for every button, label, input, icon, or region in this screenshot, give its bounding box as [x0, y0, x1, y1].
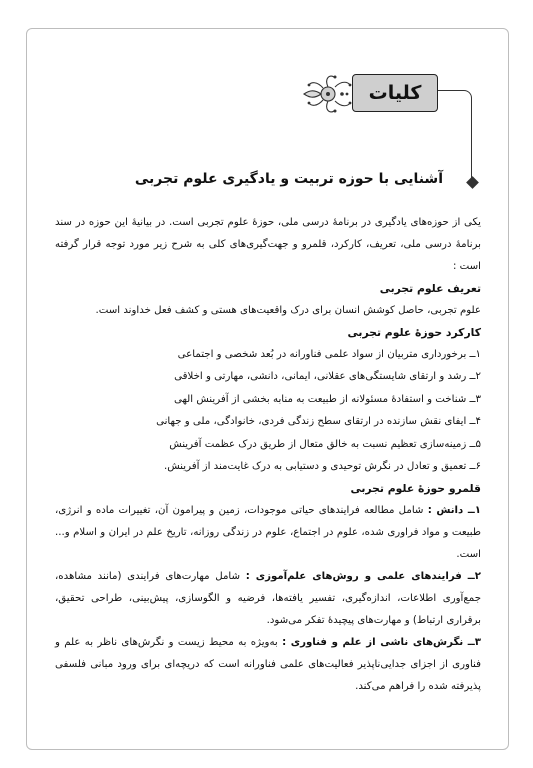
- scope-item-3-lead: ۳ــ نگرش‌های ناشی از علم و فناوری :: [282, 637, 481, 649]
- function-item-1: ۱ــ برخورداری متربیان از سواد علمی فناورانه در بُعد شخصی و اجتماعی: [177, 349, 481, 360]
- scope-item-2-text: شامل مهارت‌های فرایندی (مانند مشاهده، جمع‌آوری اطلاعات، اندازه‌گیری، تفسیر یافته‌ها، فرضیه و الگوسازی، پیش‌بینی، طراحی تحقیق، برقراری ارتباط) و مهارت‌های پیچیدهٔ تفکر می‌شود.: [55, 571, 481, 627]
- scope-item-1-lead: ۱ــ دانش :: [427, 505, 481, 517]
- floral-ornament-icon: [298, 68, 354, 120]
- scope-title: قلمرو حوزهٔ علوم تجربی: [350, 482, 481, 496]
- scope-item-1-text: شامل مطالعه فرایندهای حیاتی موجودات، زمین و پیرامون آن، تغییرات ماده و انرژی، طبیعت و مواد فراوری شده، علوم در اجتماع، علوم در زندگی روزانه، تاریخ علم در ایران و اسلام و... است.: [55, 505, 481, 561]
- intro-paragraph: یکی از حوزه‌های یادگیری در برنامهٔ درسی ملی، حوزهٔ علوم تجربی است. در بیانیهٔ این حوزه در سند برنامهٔ درسی ملی، تعریف، کارکرد، قلمرو و جهت‌گیری‌های کلی به شرح زیر مورد توجه قرار گرفته است :: [55, 217, 481, 272]
- function-item-2: ۲ــ رشد و ارتقای شایستگی‌های عقلانی، ایمانی، دانشی، مهارتی و اخلاقی: [174, 371, 481, 383]
- scope-item-2-lead: ۲ــ فرایندهای علمی و روش‌های علم‌آموزی :: [245, 571, 481, 583]
- function-item-4: ۴ــ ایفای نقش سازنده در ارتقای سطح زندگی فردی، خانوادگی، ملی و جهانی: [156, 416, 481, 428]
- scope-item-3-text: به‌ویژه به محیط زیست و نگرش‌های ناظر به علم و فناوری از اجزای جدایی‌ناپذیر فعالیت‌های علمی فناورانه است که دریچه‌ای برای ورود مبانی فلسفی پذیرفته شده را فراهم می‌کند.: [55, 637, 481, 693]
- section-badge: کلیات: [352, 74, 438, 112]
- function-title: کارکرد حوزهٔ علوم تجربی: [347, 326, 481, 339]
- function-item-3: ۳ــ شناخت و استفادهٔ مسئولانه از طبیعت به منابه بخشی از آفرینش الهی: [173, 393, 481, 405]
- function-item-6: ۶ــ تعمیق و تعادل در نگرش توحیدی و دستیابی به درک غایت‌مند از آفرینش.: [163, 461, 481, 473]
- function-item-5: ۵ــ زمینه‌سازی تعظیم نسبت به خالق متعال از طریق درک عظمت آفرینش: [169, 438, 481, 450]
- document-body: [55, 212, 481, 698]
- definition-title: تعریف علوم تجربی: [379, 282, 481, 295]
- scope-item-3: [55, 632, 481, 698]
- definition-text: علوم تجربی، حاصل کوشش انسان برای درک واقعیت‌های هستی و کشف فعل خداوند است.: [95, 305, 481, 316]
- scope-item-1: [55, 500, 481, 566]
- section-heading: آشنایی با حوزه تربیت و یادگیری علوم تجربی: [134, 171, 443, 187]
- scope-item-2: [55, 566, 481, 632]
